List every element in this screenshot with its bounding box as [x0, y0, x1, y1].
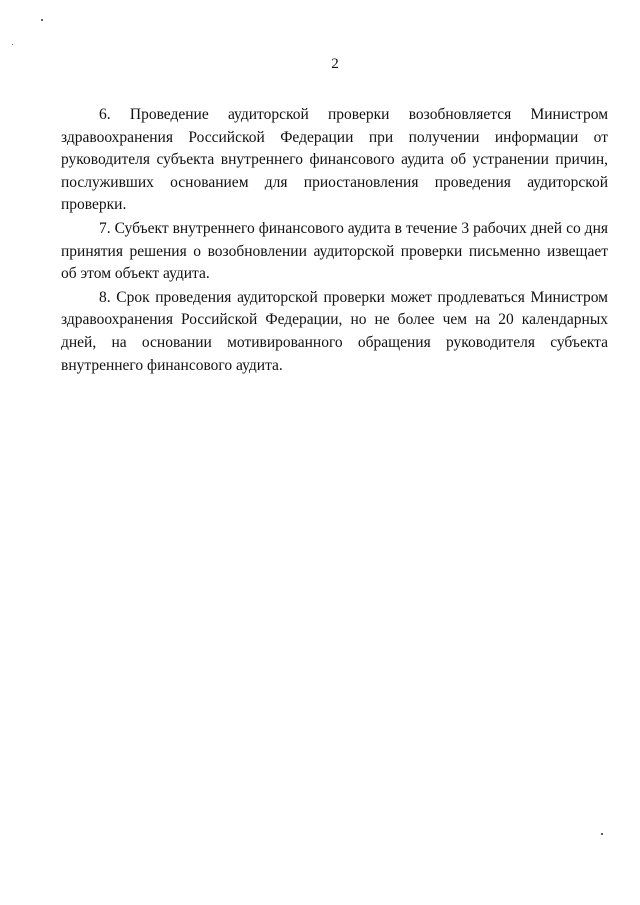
- scan-speck: [601, 833, 603, 835]
- page-number: 2: [331, 56, 339, 72]
- paragraph-6: 6. Проведение аудиторской проверки возобновляется Министром здравоохранения Российской Федерации при получении информации от руководителя субъекта внутреннего финансового аудита об устранении причин, послуживших основанием для приостановления проведения аудиторской проверки.: [61, 106, 608, 214]
- document-body: [61, 104, 608, 378]
- paragraph-7: 7. Субъект внутреннего финансового аудита в течение 3 рабочих дней со дня принятия решения о возобновлении аудиторской проверки письменно извещает об этом объект аудита.: [61, 219, 608, 283]
- scan-speck: [12, 44, 13, 45]
- paragraph-8: 8. Срок проведения аудиторской проверки может продлеваться Министром здравоохранения Российской Федерации, но не более чем на 20 календарных дней, на основании мотивированного обращения руководителя субъекта внутреннего финансового аудита.: [61, 288, 608, 374]
- scan-speck: [41, 19, 43, 21]
